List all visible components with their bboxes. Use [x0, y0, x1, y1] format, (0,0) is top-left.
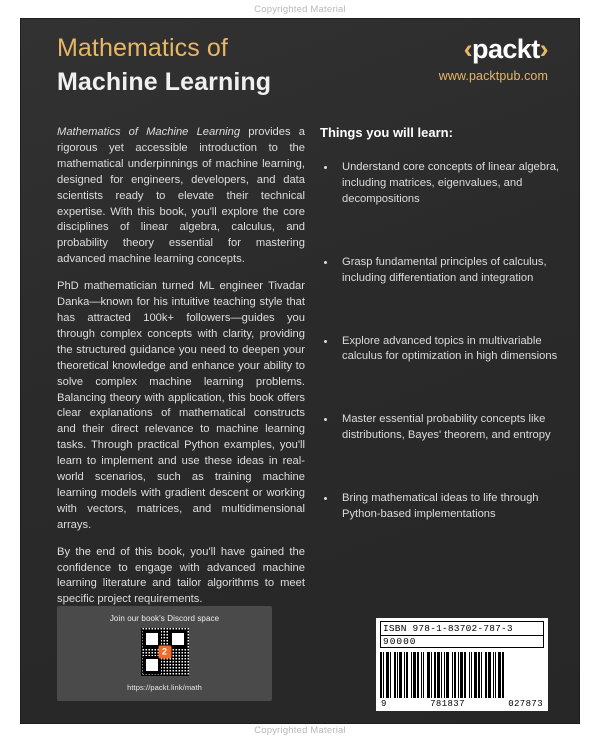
- learn-list: [320, 160, 560, 523]
- list-item: [320, 491, 560, 523]
- price-code-text: 90000: [380, 635, 544, 648]
- list-item: [320, 160, 560, 208]
- bullet-icon: [324, 166, 327, 169]
- learn-item-text: Understand core concepts of linear algebra, including matrices, eigenvalues, and decompositions: [342, 161, 560, 205]
- packt-logo-mark: [358, 36, 548, 63]
- learn-item-text: Bring mathematical ideas to life through Python-based implementations: [342, 492, 539, 521]
- discord-panel-title: Join our book's Discord space: [109, 614, 220, 623]
- book-title-line-2: Machine Learning: [57, 67, 272, 96]
- qr-finder-top-right: [169, 630, 187, 648]
- ean-digits: [380, 698, 544, 709]
- bullet-icon: [324, 340, 327, 343]
- qr-center-logo: 2: [158, 646, 171, 659]
- description-paragraph-1-rest: provides a rigorous yet accessible introduction to the mathematical underpinnings of machine learning, designed for engineers, developers, and data scientists ready to elevate their technical expertise. With this book, you'll explore the core disciplines of linear algebra, calculus, and probability theory essential for mastering advanced machine learning concepts.: [57, 126, 305, 266]
- publisher-url: www.packtpub.com: [438, 69, 548, 83]
- chevron-left-icon: ‹: [463, 34, 473, 64]
- discord-panel-link[interactable]: https://packt.link/math: [127, 683, 202, 692]
- description-paragraph-3: By the end of this book, you'll have gained the confidence to engage with advanced machine learning literature and tailor algorithms to meet specific project requirements.: [57, 545, 305, 606]
- list-item: [320, 334, 560, 366]
- copyright-notice-top: Copyrighted Material: [254, 4, 346, 15]
- learn-item-text: Grasp fundamental principles of calculus, including differentiation and integration: [342, 255, 547, 284]
- ean-group-2: 027873: [508, 699, 543, 709]
- chevron-right-icon: ›: [539, 34, 548, 64]
- barcode-bars: [380, 652, 544, 698]
- ean-left-digit: 9: [381, 699, 387, 709]
- discord-qr-panel[interactable]: [57, 606, 272, 701]
- qr-code-icon[interactable]: [141, 628, 189, 676]
- things-you-will-learn-heading: Things you will learn:: [320, 125, 453, 140]
- ean-group-1: 781837: [430, 699, 465, 709]
- isbn-text: ISBN 978-1-83702-787-3: [380, 621, 544, 636]
- copyright-notice-bottom: Copyrighted Material: [254, 725, 346, 736]
- packt-logo-text: packt: [472, 34, 540, 64]
- book-description: [57, 125, 305, 608]
- description-paragraph-1: [57, 125, 305, 268]
- list-item: [320, 255, 560, 287]
- book-title-line-1: Mathematics of: [57, 34, 228, 62]
- description-paragraph-2: PhD mathematician turned ML engineer Tivadar Danka—known for his intuitive teaching style that has attracted 100k+ followers—guides you through complex concepts with clarity, providing the structured guidance you need to deepen your theoretical knowledge and enhance your ability to solve complex machine learning problems. Balancing theory with application, this book offers clear explanations of mathematical constructs and their direct relevance to machine learning tasks. Through practical Python examples, you'll learn to implement and use these ideas in real-world scenarios, such as training machine learning models with gradient descent or working with vectors, matrices, and multidimensional arrays.: [57, 280, 305, 531]
- description-italic-title: Mathematics of Machine Learning: [57, 126, 241, 138]
- cover-artwork: [20, 18, 580, 724]
- isbn-barcode-block: [376, 618, 548, 711]
- qr-finder-bottom-left: [143, 656, 161, 674]
- learn-item-text: Explore advanced topics in multivariable calculus for optimization in high dimensions: [342, 334, 558, 363]
- things-you-will-learn-section: [320, 125, 560, 523]
- bullet-icon: [324, 261, 327, 264]
- list-item: [320, 412, 560, 444]
- bullet-icon: [324, 418, 327, 421]
- publisher-logo: [358, 36, 548, 83]
- book-title: [57, 34, 387, 97]
- bullet-icon: [324, 497, 327, 500]
- learn-item-text: Master essential probability concepts like distributions, Bayes' theorem, and entropy: [342, 413, 551, 442]
